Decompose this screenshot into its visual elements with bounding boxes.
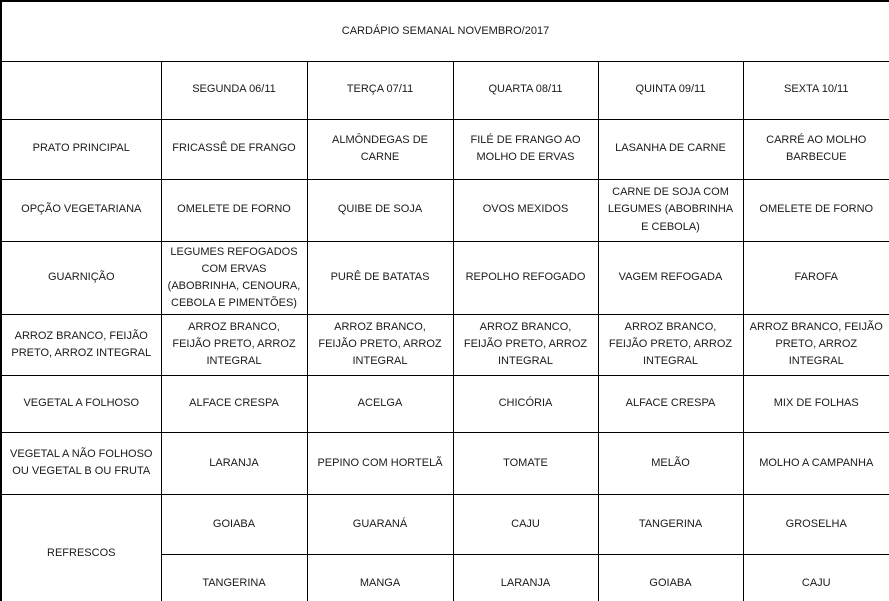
cell-refresco1-quarta: CAJU	[453, 494, 598, 554]
table-row-guarnicao	[1, 241, 889, 314]
cell-refresco2-quinta: GOIABA	[598, 554, 743, 601]
cell-refresco2-terca: MANGA	[307, 554, 453, 601]
cell-vegnao-quarta: TOMATE	[453, 432, 598, 494]
table-row-arroz	[1, 314, 889, 375]
cell-arroz-segunda: ARROZ BRANCO, FEIJÃO PRETO, ARROZ INTEGRAL	[161, 314, 307, 375]
cell-arroz-terca: ARROZ BRANCO, FEIJÃO PRETO, ARROZ INTEGRAL	[307, 314, 453, 375]
cell-refresco1-quinta: TANGERINA	[598, 494, 743, 554]
cell-guarnicao-segunda: LEGUMES REFOGADOS COM ERVAS (ABOBRINHA, CENOURA, CEBOLA E PIMENTÕES)	[161, 241, 307, 314]
cell-vegnao-terca: PEPINO COM HORTELÃ	[307, 432, 453, 494]
table-row-vegetal-folhoso	[1, 375, 889, 432]
title-row	[1, 1, 889, 61]
cell-arroz-quinta: ARROZ BRANCO, FEIJÃO PRETO, ARROZ INTEGRAL	[598, 314, 743, 375]
table-row-prato-principal	[1, 119, 889, 179]
cell-guarnicao-quinta: VAGEM REFOGADA	[598, 241, 743, 314]
cell-prato-segunda: FRICASSÊ DE FRANGO	[161, 119, 307, 179]
table-row-refrescos-1	[1, 494, 889, 554]
cell-refresco1-segunda: GOIABA	[161, 494, 307, 554]
cell-prato-sexta: CARRÉ AO MOLHO BARBECUE	[743, 119, 889, 179]
cell-opcao-segunda: OMELETE DE FORNO	[161, 179, 307, 241]
cell-vegfol-sexta: MIX DE FOLHAS	[743, 375, 889, 432]
cell-vegnao-segunda: LARANJA	[161, 432, 307, 494]
day-header-segunda: SEGUNDA 06/11	[161, 61, 307, 119]
row-label-opcao-vegetariana: OPÇÃO VEGETARIANA	[1, 179, 161, 241]
cell-guarnicao-terca: PURÊ DE BATATAS	[307, 241, 453, 314]
cell-vegfol-quinta: ALFACE CRESPA	[598, 375, 743, 432]
table-row-opcao-vegetariana	[1, 179, 889, 241]
cell-opcao-quarta: OVOS MEXIDOS	[453, 179, 598, 241]
cell-refresco2-segunda: TANGERINA	[161, 554, 307, 601]
cell-opcao-quinta: CARNE DE SOJA COM LEGUMES (ABOBRINHA E CEBOLA)	[598, 179, 743, 241]
cell-prato-terca: ALMÔNDEGAS DE CARNE	[307, 119, 453, 179]
cell-opcao-terca: QUIBE DE SOJA	[307, 179, 453, 241]
cell-refresco1-terca: GUARANÁ	[307, 494, 453, 554]
cell-arroz-sexta: ARROZ BRANCO, FEIJÃO PRETO, ARROZ INTEGRAL	[743, 314, 889, 375]
cell-vegnao-quinta: MELÃO	[598, 432, 743, 494]
row-label-prato-principal: PRATO PRINCIPAL	[1, 119, 161, 179]
day-header-sexta: SEXTA 10/11	[743, 61, 889, 119]
cell-vegfol-quarta: CHICÓRIA	[453, 375, 598, 432]
cell-vegfol-terca: ACELGA	[307, 375, 453, 432]
cell-refresco2-sexta: CAJU	[743, 554, 889, 601]
cell-prato-quinta: LASANHA DE CARNE	[598, 119, 743, 179]
cell-prato-quarta: FILÉ DE FRANGO AO MOLHO DE ERVAS	[453, 119, 598, 179]
day-header-terca: TERÇA 07/11	[307, 61, 453, 119]
row-label-guarnicao: GUARNIÇÃO	[1, 241, 161, 314]
row-label-refrescos: REFRESCOS	[1, 494, 161, 601]
day-header-row	[1, 61, 889, 119]
row-label-vegetal-folhoso: VEGETAL A FOLHOSO	[1, 375, 161, 432]
day-header-quarta: QUARTA 08/11	[453, 61, 598, 119]
cell-vegnao-sexta: MOLHO A CAMPANHA	[743, 432, 889, 494]
cell-opcao-sexta: OMELETE DE FORNO	[743, 179, 889, 241]
row-label-arroz: ARROZ BRANCO, FEIJÃO PRETO, ARROZ INTEGRAL	[1, 314, 161, 375]
page-title: CARDÁPIO SEMANAL NOVEMBRO/2017	[1, 1, 889, 61]
cell-vegfol-segunda: ALFACE CRESPA	[161, 375, 307, 432]
corner-cell	[1, 61, 161, 119]
day-header-quinta: QUINTA 09/11	[598, 61, 743, 119]
cell-guarnicao-sexta: FAROFA	[743, 241, 889, 314]
table-row-vegetal-nao-folhoso	[1, 432, 889, 494]
cell-refresco1-sexta: GROSELHA	[743, 494, 889, 554]
cell-refresco2-quarta: LARANJA	[453, 554, 598, 601]
row-label-vegetal-nao-folhoso: VEGETAL A NÃO FOLHOSO OU VEGETAL B OU FRUTA	[1, 432, 161, 494]
cell-arroz-quarta: ARROZ BRANCO, FEIJÃO PRETO, ARROZ INTEGRAL	[453, 314, 598, 375]
cell-guarnicao-quarta: REPOLHO REFOGADO	[453, 241, 598, 314]
